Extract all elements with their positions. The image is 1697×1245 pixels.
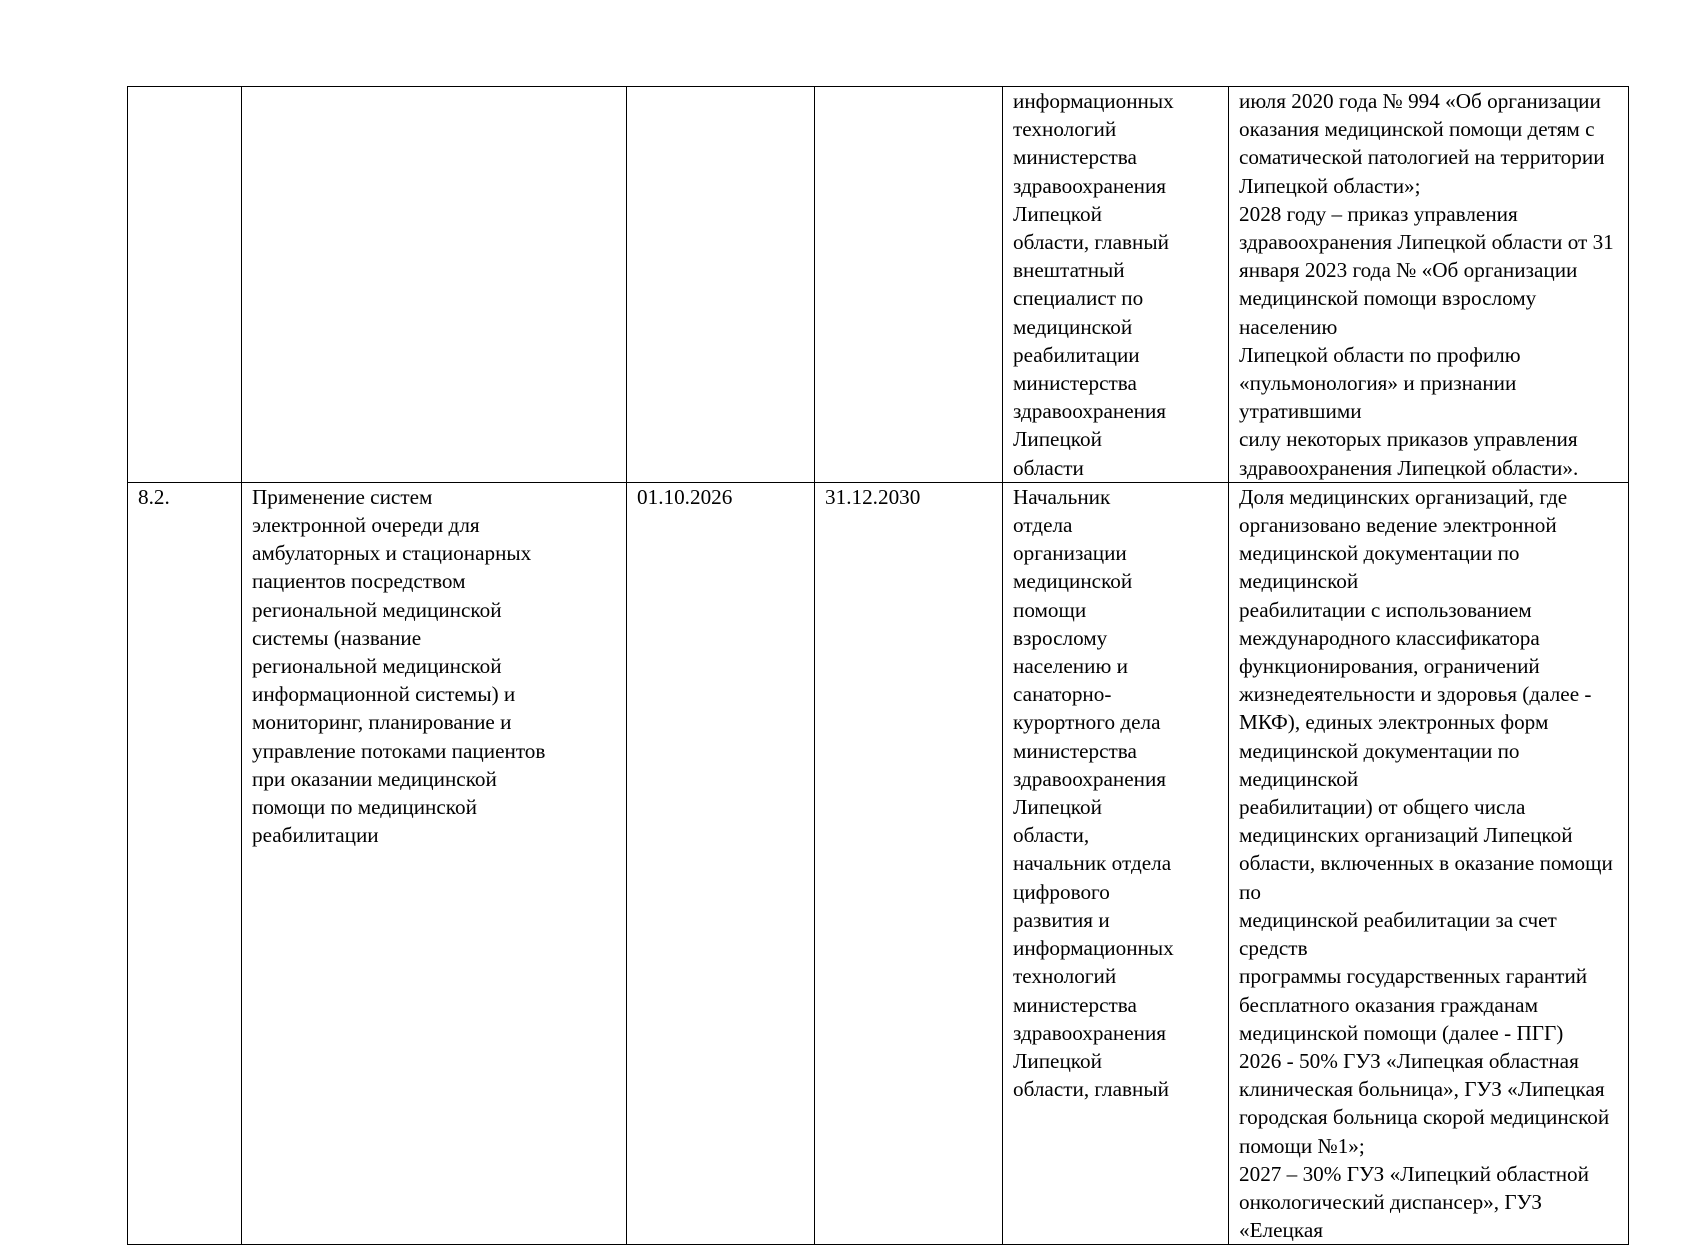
cell-indicator: Доля медицинских организаций, где организовано ведение электронной медицинской документации по медицинской реабилитации с использованием международного классификатора функционирования, ограничений жизнедеятельности и здоровья (далее - МКФ), единых электронных форм медицинской документации по медицинской реабилитации) от общего числа медицинских организаций Липецкой области, включенных в оказание помощи по медицинской реабилитации за счет средств программы государственных гарантий бесплатного оказания гражданам медицинской помощи (далее - ПГГ) 2026 - 50% ГУЗ «Липецкая областная клиническая больница», ГУЗ «Липецкая городская больница скорой медицинской помощи №1»; 2027 – 30% ГУЗ «Липецкий областной онкологический диспансер», ГУЗ «Елецкая — [1229, 482, 1629, 1244]
cell-end-date — [815, 87, 1003, 483]
cell-start-date — [627, 87, 815, 483]
cell-responsible: Начальник отдела организации медицинской помощи взрослому населению и санаторно- курортного дела министерства здравоохранения Липецкой области, начальник отдела цифрового развития и информационных технологий министерства здравоохранения Липецкой области, главный — [1003, 482, 1229, 1244]
cell-number: 8.2. — [128, 482, 242, 1244]
cell-indicator: июля 2020 года № 994 «Об организации оказания медицинской помощи детям с соматической патологией на территории Липецкой области»; 2028 году – приказ управления здравоохранения Липецкой области от 31 января 2023 года № «Об организации медицинской помощи взрослому населению Липецкой области по профилю «пульмонология» и признании утратившими силу некоторых приказов управления здравоохранения Липецкой области». — [1229, 87, 1629, 483]
table-row — [128, 482, 1629, 1244]
cell-end-date: 31.12.2030 — [815, 482, 1003, 1244]
cell-start-date: 01.10.2026 — [627, 482, 815, 1244]
cell-name: Применение систем электронной очереди для амбулаторных и стационарных пациентов посредством региональной медицинской системы (название региональной медицинской информационной системы) и мониторинг, планирование и управление потоками пациентов при оказании медицинской помощи по медицинской реабилитации — [242, 482, 627, 1244]
table-row — [128, 87, 1629, 483]
cell-name — [242, 87, 627, 483]
plan-table — [127, 86, 1629, 1245]
cell-number — [128, 87, 242, 483]
cell-responsible: информационных технологий министерства здравоохранения Липецкой области, главный внештатный специалист по медицинской реабилитации министерства здравоохранения Липецкой области — [1003, 87, 1229, 483]
